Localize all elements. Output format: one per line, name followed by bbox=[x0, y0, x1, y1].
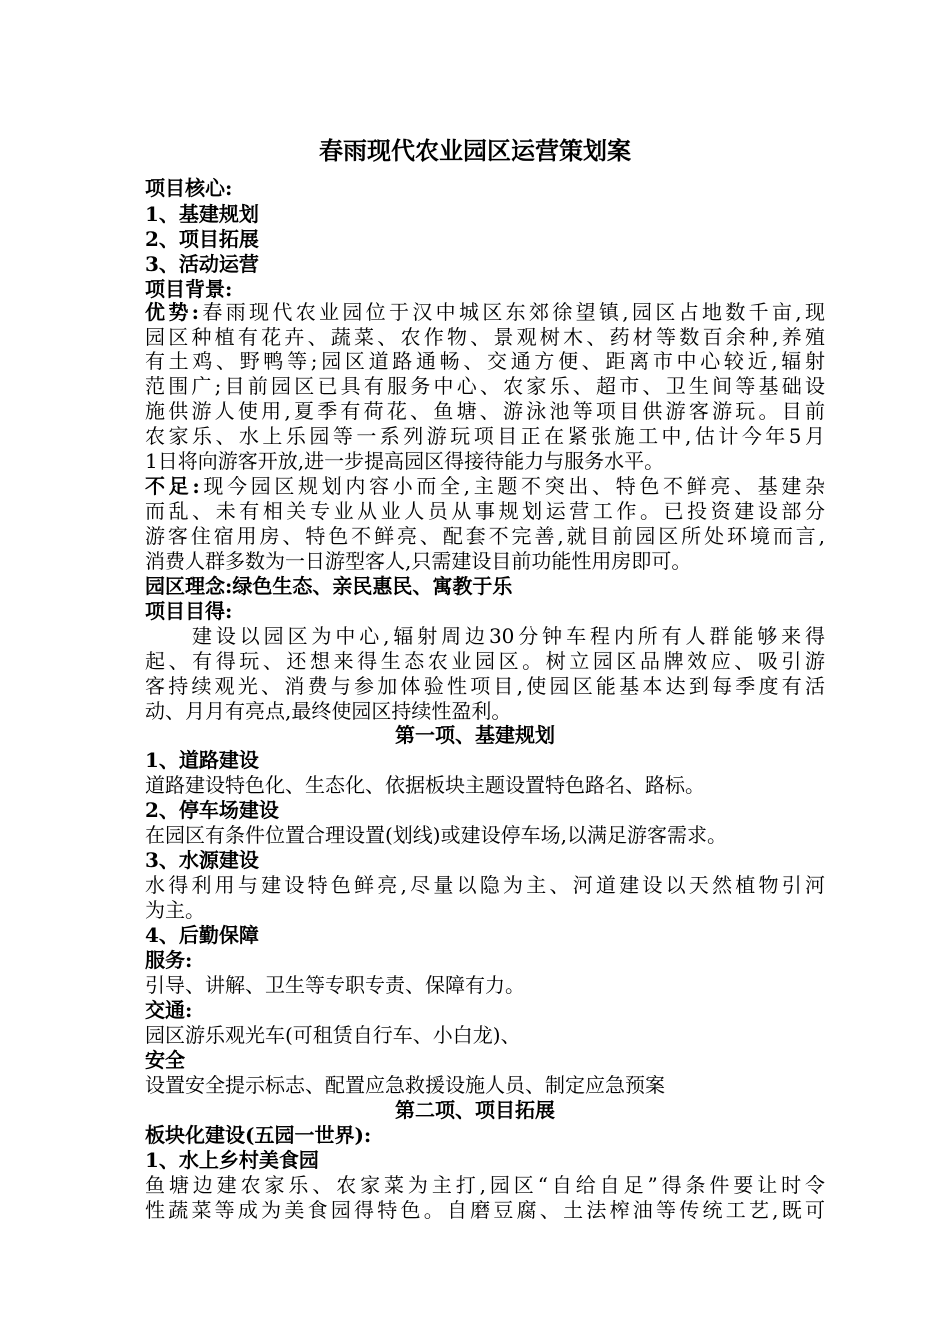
core-item-1: 1、基建规划 bbox=[145, 202, 259, 226]
food-garden-line-1: 鱼塘边建农家乐、农家菜为主打,园区“自给自足”得条件要让时令 bbox=[145, 1173, 825, 1197]
water-line-2: 为主。 bbox=[145, 898, 205, 922]
shortcoming-label: 不足: bbox=[145, 474, 200, 498]
advantage-line-3: 有土鸡、野鸭等;园区道路通畅、交通方便、距离市中心较近,辐射 bbox=[145, 349, 825, 373]
parking-heading: 2、停车场建设 bbox=[145, 798, 279, 822]
advantage-line-5: 施供游人使用,夏季有荷花、鱼塘、游泳池等项目供游客游玩。目前 bbox=[145, 399, 825, 423]
goal-line-2: 起、有得玩、还想来得生态农业园区。树立园区品牌效应、吸引游 bbox=[145, 649, 825, 673]
advantage-line-1 bbox=[145, 299, 825, 325]
shortcoming-line-3: 游客住宿用房、特色不鲜亮、配套不完善,就目前园区所处环境而言, bbox=[145, 524, 825, 548]
philosophy-line bbox=[145, 573, 825, 599]
road-heading: 1、道路建设 bbox=[145, 748, 259, 772]
safety-text: 设置安全提示标志、配置应急救援设施人员、制定应急预案 bbox=[145, 1073, 665, 1097]
background-heading: 项目背景: bbox=[145, 277, 233, 301]
core-item-3: 3、活动运营 bbox=[145, 252, 259, 276]
service-text: 引导、讲解、卫生等专职专责、保障有力。 bbox=[145, 973, 525, 997]
advantage-line-4: 范围广;目前园区已具有服务中心、农家乐、超市、卫生间等基础设 bbox=[145, 374, 825, 398]
water-line-1: 水得利用与建设特色鲜亮,尽量以隐为主、河道建设以天然植物引河 bbox=[145, 873, 825, 897]
traffic-text: 园区游乐观光车(可租赁自行车、小白龙)、 bbox=[145, 1023, 521, 1047]
service-label: 服务: bbox=[145, 948, 193, 972]
shortcoming-line-2: 而乱、未有相关专业从业人员从事规划运营工作。已投资建设部分 bbox=[145, 499, 825, 523]
shortcoming-line-1 bbox=[145, 473, 825, 499]
water-heading: 3、水源建设 bbox=[145, 848, 259, 872]
philosophy-text: 绿色生态、亲民惠民、寓教于乐 bbox=[232, 574, 513, 598]
section2-heading: 第二项、项目拓展 bbox=[395, 1098, 555, 1122]
core-item-2: 2、项目拓展 bbox=[145, 227, 259, 251]
parking-text: 在园区有条件位置合理设置(划线)或建设停车场,以满足游客需求。 bbox=[145, 823, 727, 847]
shortcoming-text: 现今园区规划内容小而全,主题不突出、特色不鲜亮、基建杂 bbox=[199, 474, 825, 498]
food-garden-heading: 1、水上乡村美食园 bbox=[145, 1148, 319, 1172]
logistics-heading: 4、后勤保障 bbox=[145, 923, 259, 947]
traffic-label: 交通: bbox=[145, 998, 193, 1022]
road-text: 道路建设特色化、生态化、依据板块主题设置特色路名、路标。 bbox=[145, 773, 705, 797]
core-heading: 项目核心: bbox=[145, 176, 233, 200]
advantage-line-7: 1日将向游客开放,进一步提高园区得接待能力与服务水平。 bbox=[145, 449, 665, 473]
philosophy-label: 园区理念: bbox=[145, 574, 233, 598]
safety-label: 安全 bbox=[145, 1048, 185, 1072]
section1-heading: 第一项、基建规划 bbox=[395, 723, 555, 747]
shortcoming-line-4: 消费人群多数为一日游型客人,只需建设目前功能性用房即可。 bbox=[145, 549, 692, 573]
advantage-text: 春雨现代农业园位于汉中城区东郊徐望镇,园区占地数千亩,现 bbox=[199, 300, 825, 324]
goal-line-3: 客持续观光、消费与参加体验性项目,使园区能基本达到每季度有活 bbox=[145, 674, 825, 698]
advantage-label: 优势: bbox=[145, 300, 200, 324]
goal-heading: 项目目得: bbox=[145, 599, 233, 623]
goal-line-4: 动、月月有亮点,最终使园区持续性盈利。 bbox=[145, 699, 512, 723]
advantage-line-6: 农家乐、水上乐园等一系列游玩项目正在紧张施工中,估计今年5月 bbox=[145, 424, 825, 448]
document-title: 春雨现代农业园区运营策划案 bbox=[319, 136, 631, 165]
advantage-line-2: 园区种植有花卉、蔬菜、农作物、景观树木、药材等数百余种,养殖 bbox=[145, 325, 825, 349]
goal-line-1: 建设以园区为中心,辐射周边30分钟车程内所有人群能够来得 bbox=[192, 624, 825, 648]
food-garden-line-2: 性蔬菜等成为美食园得特色。自磨豆腐、土法榨油等传统工艺,既可 bbox=[145, 1198, 825, 1222]
section2-subheading: 板块化建设(五园一世界): bbox=[145, 1123, 372, 1147]
